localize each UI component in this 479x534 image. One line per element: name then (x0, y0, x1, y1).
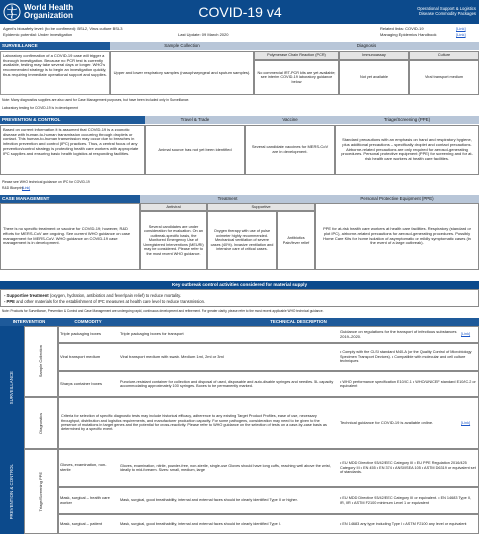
travel-trade-label: Travel & Trade (180, 117, 210, 123)
technical-col-header (118, 318, 479, 326)
treatment-label: Treatment (217, 196, 238, 202)
description-cell: Mask, surgical, good breathability, internal and external faces should be clearly identified Type I. (120, 521, 281, 526)
antiviral-header (140, 203, 207, 211)
antiviral-cell (140, 211, 207, 270)
surveillance-header-label: SURVEILLANCE (2, 43, 38, 49)
vaccine-label: Vaccine (282, 117, 298, 123)
related-links-link[interactable]: [Link] (456, 26, 466, 31)
surveillance-note: Note: Many diagnostics supplies are also used for Case Management purposes, but have been included only in Surveillance. (2, 98, 190, 102)
vaccine-text: Several candidate vaccines for MERS-CoV are in development. (251, 144, 329, 154)
group-prevention-label: PREVENTION & CONTROL (9, 463, 15, 520)
supportive-header (207, 203, 315, 211)
key-activities-label: Key outbreak control activities considered for material supply (171, 282, 308, 288)
travel-trade-header (145, 116, 245, 124)
vaccine-cell (245, 125, 335, 175)
page-title: COVID-19 v4 (198, 4, 282, 20)
diagnosis-label: Diagnosis (356, 43, 377, 49)
supportive-text: Oxygen therapy with use of pulse oximeter highly recommended. Mechanical ventilation of severe cases (40%). Invasive ventilation and intensive care of critical cases. (210, 229, 274, 252)
key-activities-body (0, 289, 479, 307)
description-cell: Gloves, examination, nitrile, powder-free, non-sterile, single-use Gloves should have long cuffs, reaching well above the wrist, ideally to mid-forearm. Sizes: small, medium, large (120, 463, 331, 472)
subgroup-diagnostics (24, 397, 58, 449)
epidemics-handbook: Managing Epidemics Handbook (380, 32, 437, 37)
ppe-text: PPE for at-risk health care workers at health care facilities. Respiratory (standard or plot IPC), airborne-related precautions for aerosol-generating procedures. Possibly Home Care Kits for home isolation of asymptomatic or mildly symptomatic cases (in the event of a large outbreak). (323, 226, 471, 246)
subgroup-triage (24, 449, 58, 534)
ppe-cell (315, 203, 479, 270)
culture-text: Viral transport medium (424, 75, 464, 80)
standard-cell: • WHO performance specification E10/IC.1 • WHO/UNICEF standard E10/IC.2 or equivalent (340, 379, 476, 388)
immunoassay-label: Immunoassay (362, 53, 386, 58)
banner-right-line2: Disease Commodity Packages (418, 11, 476, 16)
pcr-label: Polymerase Chain Reaction (PCR) (267, 53, 326, 58)
products-note: Note: Products for Surveillance, Prevention & Control and Case Management are undergoing rapid, continuous development and refinement. For greater clarity, please refer to the most recent applicable WHO technical guidance. (2, 309, 324, 313)
key-activity-2-text: and other materials for the establishment of IPC measures at health care level to reduce transmission. (14, 298, 206, 304)
ipc-guidance-note: Please see WHO technical guidance on IPC for COVID-19 (2, 180, 90, 184)
surveillance-header (0, 42, 110, 50)
group-prevention (0, 449, 24, 534)
commodity-cell: Gloves, examination, non-sterile (60, 462, 107, 472)
handbook-link[interactable]: [Link] (456, 32, 466, 37)
antiviral-label: Antiviral (166, 203, 181, 209)
case-management-label: CASE MANAGEMENT (2, 196, 50, 202)
treatment-header (140, 195, 315, 203)
key-activity-2-bold: - PPE (4, 298, 15, 304)
prevention-header-label: PREVENTION & CONTROL (2, 117, 61, 123)
org-name (24, 4, 73, 20)
lab-testing-note: Laboratory testing for COVID-19 is in development (2, 106, 78, 110)
related-links: Related links: COVID-19 (380, 26, 424, 31)
culture-label: Culture (437, 53, 451, 58)
org-line2: Organization (24, 11, 73, 20)
row-link[interactable]: [Link] (461, 420, 471, 425)
key-activity-2 (4, 299, 475, 305)
ppe-header (315, 195, 479, 203)
case-management-text: There is no specific treatment or vaccine for COVID-19; however, R&D efforts for MERS-CoV are ongoing. See current WHO guidance on case management for MERS-CoV. WHO guidance on COVID-19 case management is in development. (3, 226, 131, 246)
culture-header (409, 51, 479, 60)
group-surveillance (0, 326, 24, 449)
description-cell: Mask, surgical, good breathability, internal and external faces should be clearly identified Type II or higher. (120, 498, 298, 503)
antibiotics-cell (277, 211, 315, 270)
pcr-header (254, 51, 339, 60)
triage-cell (335, 125, 479, 175)
standard-cell: • EN 14683 any type including Type I • ASTM F2100 any level or equivalent (340, 521, 467, 526)
subgroup-triage-label: Triage/Screening PPE (37, 471, 43, 512)
who-logo-icon (3, 3, 21, 21)
immunoassay-cell (339, 60, 409, 95)
pcr-text: No commercial IRT-PCR kits are yet available; see interim COVID-19 laboratory guidance below (257, 70, 336, 84)
case-management-header (0, 195, 140, 203)
sample-collection-label: Sample Collection (164, 43, 200, 49)
commodity-col-label: COMMODITY (74, 319, 102, 325)
antiviral-text: Several candidates are under consideration for evaluation. On an outbreak-specific basis, the Monitored Emergency Use of Unregistered Interventions (MEURI) may be considered. Please refer to the most recent WHO guidance. (143, 224, 204, 256)
commodity-cell: Mask, surgical – health care worker (60, 494, 110, 505)
standard-cell: Guidance on regulations for the transport of infectious substances 2019–2020. (340, 328, 457, 339)
banner-right-line1: Operational Support & Logistics (417, 6, 476, 11)
standard-cell: Technical guidance for COVID-19 is available online. (340, 419, 434, 425)
diagnosis-header (254, 42, 479, 50)
antibiotics-text: Antibiotics Pain/fever relief (282, 236, 310, 245)
prevention-description: Based on current information it is assumed that COVID-19 is a zoonotic disease with human-to-human transmission occurring through droplets or contact. This human-to-human transmission may occur due to breaches in infection prevention and control (IPC) practices. Thus, a central focus of any prevention/control strategy is protecting health care workers with appropriate IPC supplies and ensuring basic health logistics at responding facilities. (0, 125, 145, 175)
triage-text: Standard precautions with an emphasis on hand and respiratory hygiene, plus additional precautions – specifically droplet and contact precautions. Airborne-related precautions are only required for aerosol-generating procedures. Personal protective equipment (PPE) for screening and for at-risk health care workers at health care facilities. (341, 137, 473, 162)
travel-trade-text: Animal source has not yet been identified (158, 146, 232, 152)
last-update: Last Update: 09 March 2020 (178, 32, 229, 37)
commodity-col-header (58, 318, 118, 326)
vaccine-header (245, 116, 335, 124)
triage-label: Triage/Screening (PPE) (383, 117, 431, 123)
commodity-cell: Viral transport medium (60, 353, 101, 359)
rd-blueprint-link[interactable]: [Link] (22, 186, 31, 190)
description-cell: Puncture-resistant container for collection and disposal of used, disposable and auto-disable syringes and needles. 5L capacity accommodating approximately 100 syringes. Boxes to be permanently marked. (120, 379, 334, 388)
group-surveillance-label: SURVEILLANCE (9, 370, 15, 405)
commodity-cell: Triple packaging boxes (60, 331, 101, 337)
row-link[interactable]: [Link] (461, 332, 471, 337)
subgroup-diagnostics-label: Diagnostics (37, 412, 43, 434)
epidemic-potential: Epidemic potential: Under investigation (3, 32, 73, 37)
intervention-col-header (0, 318, 58, 326)
standard-cell: • Comply with the CLSI standard M40-A (or the Quality Control of Microbiology Specimen Transport Devices). • Compatible with molecular and cell culture techniques (340, 350, 472, 364)
sample-collection-text: Upper and lower respiratory samples (nasopharyngeal and sputum samples). (113, 69, 251, 75)
description-cell: Triple packaging boxes for transport (120, 331, 184, 337)
immunoassay-text: Not yet available (359, 75, 389, 80)
description-cell: Viral transport medium with swab. Medium 1ml, 2ml or 3ml (120, 353, 224, 359)
standard-cell: • EU MDD Directive 93/42/EEC Category III • EU PPE Regulation 2016/425 Category III • EN 455 • EN 374 • ANSI/ISEA 105 • ASTM D6319 or equivalent set of standards. (340, 461, 476, 475)
supportive-label: Supportive (251, 203, 271, 209)
case-management-description (0, 203, 140, 270)
technical-col-label: TECHNICAL DESCRIPTION (270, 319, 327, 325)
org-line1: World Health (24, 3, 74, 12)
pcr-cell (254, 60, 339, 95)
description-cell: Criteria for selection of specific diagnostic tests may include historical efficacy, adherence to any existing Target Product Profiles, ease of use, necessary throughput, distribution and logistics requirements, and manufacturer production capacity. For some pathogens, consideration may need to be given to the presence of mutations in target genes and the potential for cross-reactivity. Please refer to WHO guidance on the selection of tests on a case-by-case basis as determined by a specific event. (61, 414, 327, 432)
key-activity-1-text: (oxygen, hydration, antibiotics and fever/pain relief) to reduce mortality. (48, 293, 182, 298)
triage-header (335, 116, 479, 124)
culture-cell (409, 60, 479, 95)
sample-collection-header (110, 42, 254, 50)
intervention-col-label: INTERVENTION (12, 319, 46, 325)
ppe-label: Personal Protective Equipment (PPE) (360, 196, 434, 202)
key-activities-header (0, 281, 479, 289)
key-activity-1-bold: - Supportive treatment (4, 293, 49, 298)
subgroup-sample (24, 326, 58, 397)
subgroup-sample-label: Sample Collection (37, 345, 43, 378)
immunoassay-header (339, 51, 409, 60)
commodity-cell: Mask, surgical – patient (60, 520, 103, 526)
biosafety-level: Agent's biosafety level: (to be confirmed): BSL2, Virus culture BSL3 (3, 26, 123, 31)
banner-right (370, 6, 476, 16)
sample-collection-cell (110, 51, 254, 95)
supportive-cell (207, 211, 277, 270)
standard-cell: • EU MDD Directive 93/42/EEC Category III or equivalent. • EN 14683 Type II, IR, IIR • ASTM F2100 minimum Level 1 or equivalent (340, 496, 471, 505)
travel-trade-cell (145, 125, 245, 175)
commodity-cell: Sharps container boxes (60, 380, 103, 386)
prevention-header (0, 116, 145, 124)
rd-blueprint: R&D Blueprint (2, 186, 24, 190)
surveillance-description: Laboratory confirmation of a COVID-19 case will trigger a thorough investigation. Because no PCR test is currently available, testing may take several days or longer. WHO's recommended strategy is to begin an investigation quickly, thus requiring immediate operational support and supplies. (0, 51, 110, 95)
